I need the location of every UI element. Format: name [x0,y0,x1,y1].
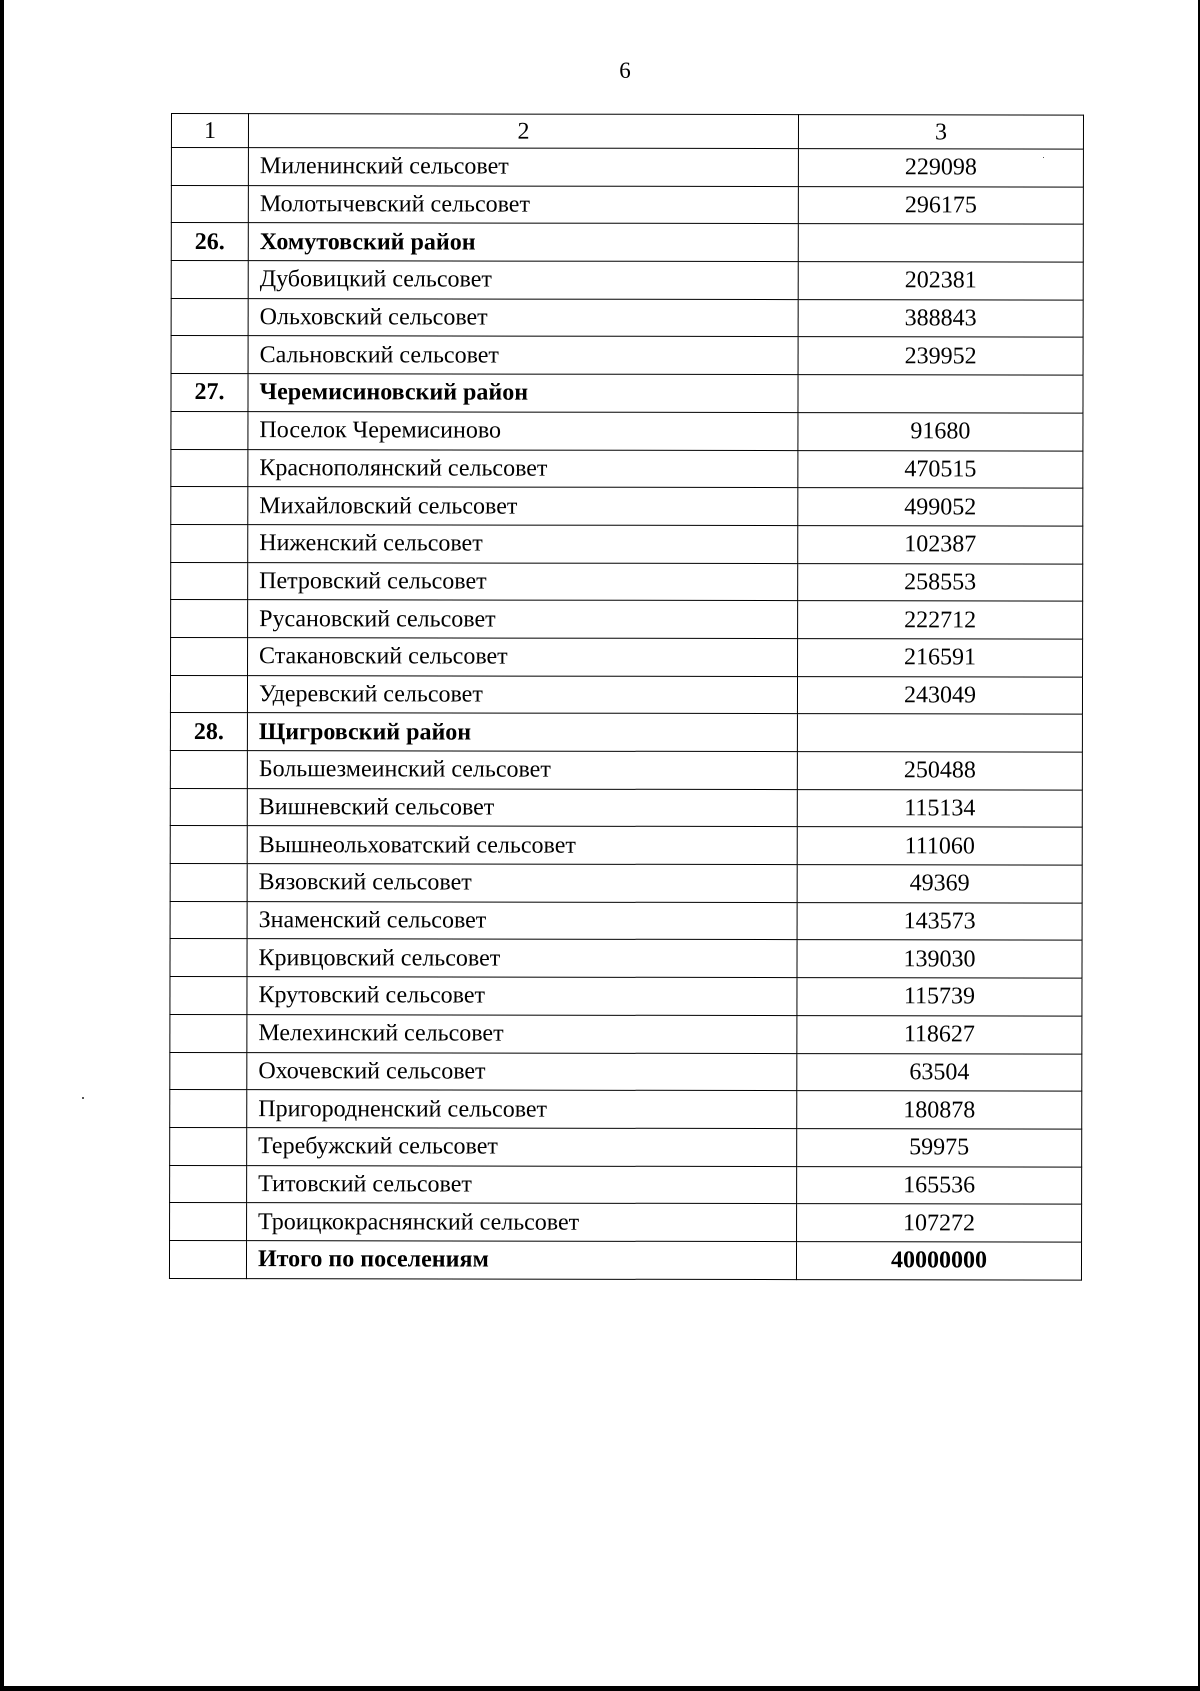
table-row [171,524,1083,563]
total-row [169,1240,1081,1279]
settlement-name-cell: Миленинский сельсовет [248,148,798,187]
row-number-cell [170,1052,247,1090]
amount-cell [798,375,1083,413]
amount-cell: 165536 [797,1166,1082,1204]
row-number-cell [170,1090,247,1128]
amount-cell [797,714,1082,752]
table-row [170,1165,1082,1204]
table-row [170,1052,1082,1091]
row-number-cell [171,637,248,675]
amount-cell: 250488 [797,752,1082,790]
amount-cell: 118627 [797,1015,1082,1053]
row-number-cell [171,298,248,336]
row-number-cell [170,864,247,902]
settlement-name-cell: Крутовский сельсовет [247,977,797,1016]
settlements-table [169,113,1084,1280]
settlement-name-cell: Троицкокраснянский сельсовет [247,1203,797,1242]
settlement-name-cell: Ольховский сельсовет [248,298,798,337]
amount-cell: 59975 [797,1128,1082,1166]
row-number-cell [171,449,248,487]
amount-cell: 91680 [798,412,1083,450]
row-number-cell: 28. [170,713,247,751]
settlement-name-cell: Сальновский сельсовет [248,336,798,375]
row-number-cell [171,261,248,299]
settlement-name-cell: Титовский сельсовет [247,1165,797,1204]
table-row [170,939,1082,978]
amount-cell: 107272 [797,1204,1082,1242]
row-number-cell [169,1240,246,1278]
row-number-cell [170,788,247,826]
table-row [170,788,1082,827]
row-number-cell [171,185,248,223]
table-header-row [171,114,1083,150]
settlement-name-cell: Вязовский сельсовет [247,864,797,903]
amount-cell: 470515 [798,450,1083,488]
district-row [171,223,1083,262]
amount-cell: 63504 [797,1053,1082,1091]
settlement-name-cell: Краснополянский сельсовет [248,449,798,488]
column-header-1: 1 [171,114,248,148]
scan-speck [82,1097,84,1099]
table-row [171,148,1083,187]
amount-cell: 49369 [797,865,1082,903]
table-row [171,336,1083,375]
total-label-cell: Итого по поселениям [246,1241,796,1280]
table-row [170,901,1082,940]
settlement-name-cell: Вышнеольховатский сельсовет [247,826,797,865]
amount-cell: 115134 [797,789,1082,827]
district-row [171,374,1083,413]
settlement-name-cell: Удеревский сельсовет [247,675,797,714]
row-number-cell [171,524,248,562]
amount-cell: 115739 [797,978,1082,1016]
amount-cell: 243049 [797,676,1082,714]
settlement-name-cell: Молотычевский сельсовет [248,185,798,224]
table-row [170,977,1082,1016]
row-number-cell: 26. [171,223,248,261]
table-row [171,185,1083,224]
scan-border-bottom [0,1686,1200,1691]
amount-cell: 180878 [797,1091,1082,1129]
row-number-cell [170,826,247,864]
settlement-name-cell: Знаменский сельсовет [247,901,797,940]
amount-cell: 111060 [797,827,1082,865]
row-number-cell [171,600,248,638]
settlement-name-cell: Дубовицкий сельсовет [248,261,798,300]
table-row [171,411,1083,450]
row-number-cell: 27. [171,374,248,412]
amount-cell: 229098 [798,149,1083,187]
settlement-name-cell: Кривцовский сельсовет [247,939,797,978]
settlement-name-cell: Охочевский сельсовет [247,1052,797,1091]
row-number-cell [171,487,248,525]
table-row [171,562,1083,601]
table-row [170,1014,1082,1053]
amount-cell: 202381 [798,262,1083,300]
page-number: 6 [619,58,631,83]
amount-cell: 143573 [797,902,1082,940]
settlement-name-cell: Ниженский сельсовет [248,525,798,564]
row-number-cell [170,1203,247,1241]
table-row [171,487,1083,526]
table-row [170,1203,1082,1242]
table-row [170,675,1082,714]
settlement-name-cell: Теребужский сельсовет [247,1128,797,1167]
amount-cell: 239952 [798,337,1083,375]
amount-cell: 216591 [798,639,1083,677]
amount-cell: 222712 [798,601,1083,639]
table-row [171,637,1083,676]
amount-cell: 388843 [798,299,1083,337]
row-number-cell [171,411,248,449]
table-row [171,600,1083,639]
district-name-cell: Щигровский район [247,713,797,752]
settlement-name-cell: Русановский сельсовет [248,600,798,639]
settlement-name-cell: Петровский сельсовет [248,562,798,601]
amount-cell [798,224,1083,262]
district-name-cell: Черемисиновский район [248,374,798,413]
settlement-name-cell: Поселок Черемисиново [248,411,798,450]
row-number-cell [170,750,247,788]
settlement-name-cell: Мелехинский сельсовет [247,1014,797,1053]
row-number-cell [170,901,247,939]
row-number-cell [170,675,247,713]
settlement-name-cell: Стакановский сельсовет [248,638,798,677]
row-number-cell [171,562,248,600]
amount-cell: 139030 [797,940,1082,978]
table-row [170,1127,1082,1166]
total-value-cell: 40000000 [796,1242,1081,1280]
row-number-cell [171,336,248,374]
table-row [171,261,1083,300]
settlement-name-cell: Вишневский сельсовет [247,788,797,827]
column-header-3: 3 [798,115,1083,149]
amount-cell: 296175 [798,186,1083,224]
table-row [171,298,1083,337]
row-number-cell [170,1127,247,1165]
row-number-cell [171,148,248,186]
row-number-cell [170,1165,247,1203]
table-row [170,1090,1082,1129]
column-header-2: 2 [248,114,798,149]
district-name-cell: Хомутовский район [248,223,798,262]
row-number-cell [170,977,247,1015]
district-row [170,713,1082,752]
row-number-cell [170,1014,247,1052]
settlement-name-cell: Пригородненский сельсовет [247,1090,797,1129]
amount-cell: 258553 [798,563,1083,601]
table-row [170,750,1082,789]
settlement-name-cell: Большезмеинский сельсовет [247,751,797,790]
amount-cell: 499052 [798,488,1083,526]
table-row [171,449,1083,488]
amount-cell: 102387 [798,525,1083,563]
row-number-cell [170,939,247,977]
table-body [169,114,1083,1280]
scan-border-left [0,0,4,1691]
table-row [170,864,1082,903]
settlement-name-cell: Михайловский сельсовет [248,487,798,526]
table-row [170,826,1082,865]
